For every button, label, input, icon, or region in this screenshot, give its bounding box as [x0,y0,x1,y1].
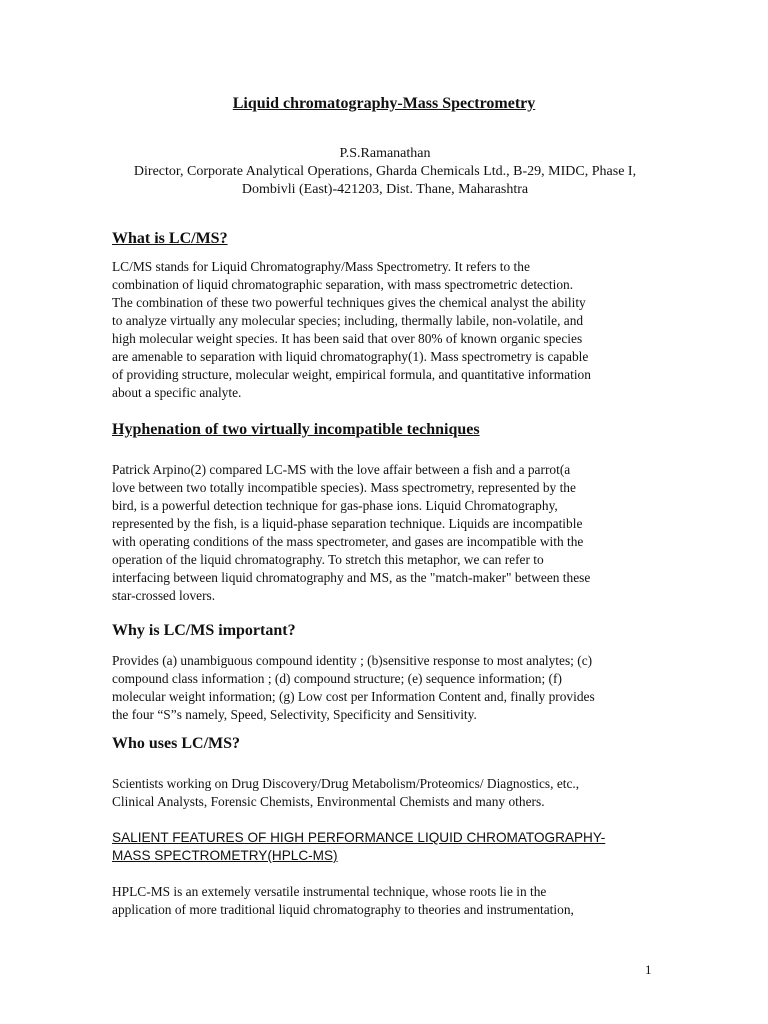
paragraph-line: application of more traditional liquid chromatography to theories and instrumentation, [112,902,574,917]
heading-who-uses-lcms: Who uses LC/MS? [112,735,241,752]
author-block [100,145,670,199]
paragraph-who-uses-lcms [112,775,657,811]
paragraph-line: love between two totally incompatible species). Mass spectrometry, represented by the [112,480,576,495]
paragraph-line: Clinical Analysts, Forensic Chemists, Environmental Chemists and many others. [112,794,545,809]
paragraph-line: high molecular weight species. It has been said that over 80% of known organic species [112,331,583,346]
paragraph-line: operation of the liquid chromatography. To stretch this metaphor, we can refer to [112,552,544,567]
paragraph-salient-features [112,883,657,919]
paragraph-line: Scientists working on Drug Discovery/Drug Metabolism/Proteomics/ Diagnostics, etc., [112,776,580,791]
paragraph-line: to analyze virtually any molecular species; including, thermally labile, non-volatile, and [112,313,584,328]
heading-line: SALIENT FEATURES OF HIGH PERFORMANCE LIQUID CHROMATOGRAPHY- [112,830,606,845]
heading-hyphenation: Hyphenation of two virtually incompatible techniques [112,421,480,438]
paragraph-line: bird, is a powerful detection technique for gas-phase ions. Liquid Chromatography, [112,498,558,513]
heading-salient-features [112,829,672,865]
paragraph-line: LC/MS stands for Liquid Chromatography/Mass Spectrometry. It refers to the [112,259,530,274]
page-number: 1 [645,962,652,977]
paragraph-line: of providing structure, molecular weight, empirical formula, and quantitative information [112,367,591,382]
document-title: Liquid chromatography-Mass Spectrometry [232,95,536,112]
paragraph-line: interfacing between liquid chromatography and MS, as the "match-maker" between these [112,570,591,585]
paragraph-line: molecular weight information; (g) Low cost per Information Content and, finally provides [112,689,595,704]
paragraph-hyphenation [112,461,657,605]
paragraph-line: about a specific analyte. [112,385,242,400]
heading-what-is-lcms: What is LC/MS? [112,230,228,247]
paragraph-what-is-lcms [112,258,657,402]
paragraph-line: combination of liquid chromatographic separation, with mass spectrometric detection. [112,277,574,292]
paragraph-line: compound class information ; (d) compound structure; (e) sequence information; (f) [112,671,562,686]
paragraph-line: with operating conditions of the mass spectrometer, and gases are incompatible with the [112,534,584,549]
paragraph-line: represented by the fish, is a liquid-phase separation technique. Liquids are incompatible [112,516,583,531]
paragraph-line: Patrick Arpino(2) compared LC-MS with the love affair between a fish and a parrot(a [112,462,571,477]
author-affiliation-line-1: Director, Corporate Analytical Operations, Gharda Chemicals Ltd., B-29, MIDC, Phase I, [133,164,637,179]
heading-line: MASS SPECTROMETRY(HPLC-MS) [112,848,338,863]
author-name: P.S.Ramanathan [339,146,431,161]
paragraph-line: Provides (a) unambiguous compound identity ; (b)sensitive response to most analytes; (c) [112,653,593,668]
author-affiliation-line-2: Dombivli (East)-421203, Dist. Thane, Maharashtra [241,182,529,197]
heading-why-lcms-important: Why is LC/MS important? [112,622,296,639]
paragraph-line: star-crossed lovers. [112,588,216,603]
paragraph-line: the four “S”s namely, Speed, Selectivity, Specificity and Sensitivity. [112,707,477,722]
paragraph-line: are amenable to separation with liquid chromatography(1). Mass spectrometry is capable [112,349,589,364]
paragraph-line: The combination of these two powerful techniques gives the chemical analyst the ability [112,295,586,310]
paragraph-why-lcms-important [112,652,657,724]
paragraph-line: HPLC-MS is an extemely versatile instrumental technique, whose roots lie in the [112,884,547,899]
